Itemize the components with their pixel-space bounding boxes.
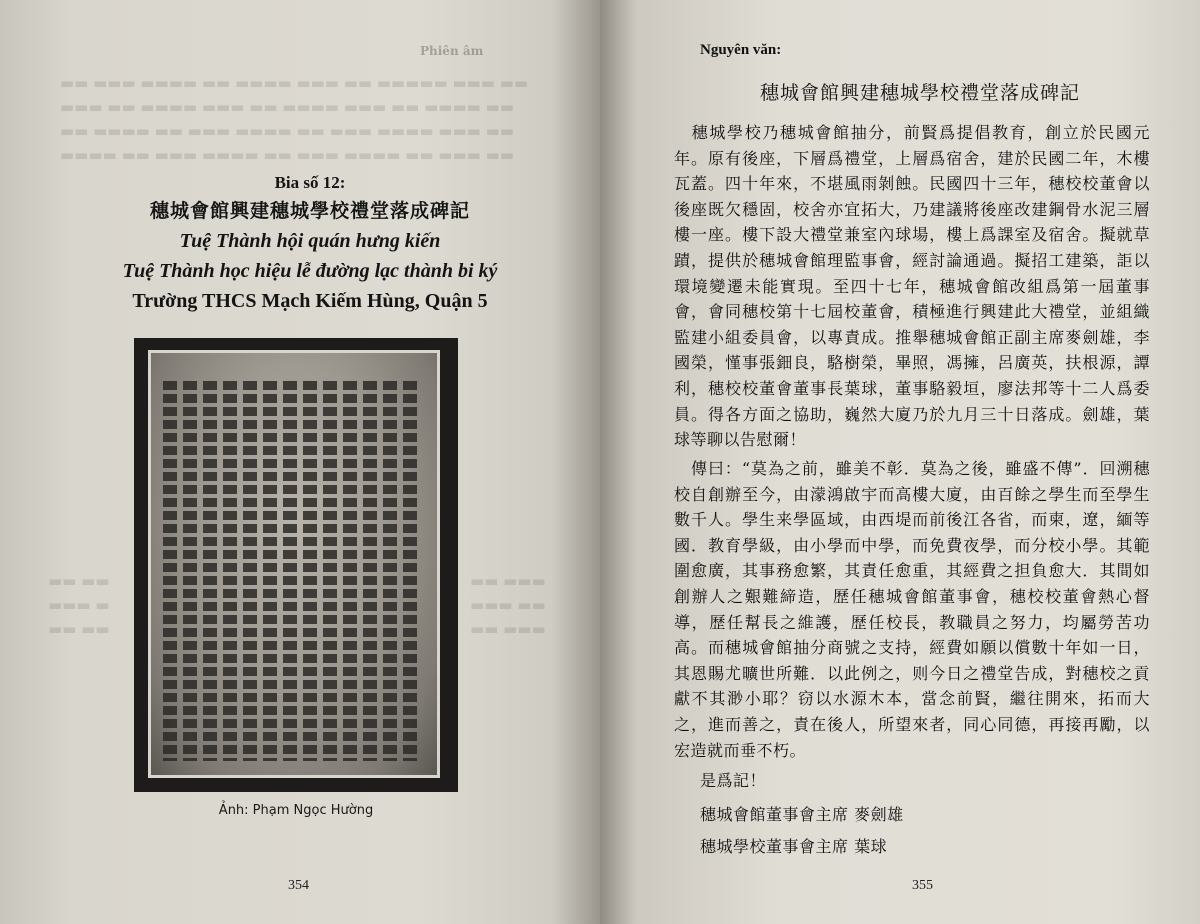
running-header: Phiên âm [420, 44, 484, 58]
paragraph-1: 穗城學校乃穗城會館抽分，前賢爲提倡教育，創立於民國元年。原有後座，下層爲禮堂，上層爲宿舍，建於民國二年，木樓瓦蓋。四十年來，不堪風雨剝蝕。民國四十三年，穗校校董會以後座既欠穩固，校舍亦宜拓大，乃建議將後座改建鋼骨水泥三層樓一座。樓下設大禮堂兼室內球場，樓上爲課室及宿舍。擬就草蹟，提供於穗城會館理監事會，經討論通過。擬招工建築，詎以環境變遷未能實現。至四十七年，穗城會館改組爲第一屆董事會，會同穗校第十七屆校董會，積極進行興建此大禮堂，並組織監建小組委員會，以專責成。推舉穗城會館正副主席麥劍雄，李國榮，慬事張鈿良，駱樹榮，畢照，馮擁，呂廣英，扶根源，譚利，穗校校董會董事長葉球，董事駱毅垣，廖法邦等十二人爲委員。得各方面之協助，巍然大廈乃於九月三十日落成。劍雄，葉球等聊以告慰爾！ [674, 123, 1150, 450]
stele-heading [60, 170, 560, 316]
signature-1: 穗城會館董事會主席 麥劍雄 [700, 805, 904, 824]
left-page-number: 354 [288, 878, 309, 893]
paragraph-2: 傳曰：“莫為之前，雖美不彰．莫為之後，雖盛不傳”．回溯穗校自創辦至今，由濛鴻啟宇而高樓大廈，由百餘之學生而至學生數千人。學生来學區域，由西堤而前後江各省，而柬，遼，緬等國．教育學級，由小學而中學，而免費夜學，而分校小學。其範圍愈廣，其事務愈繁，其責任愈重，其經費之担負愈大．其間如創辦人之艱難締造，歷任穗城會館董事會，穗校校董會熱心督導，歷任幫長之維護，歷任校長，教職員之努力，均屬勞苦功高。而穗城會館抽分商號之支持，經費如願以償數十年如一日，其恩賜尤曠世所難．以此例之，则今日之禮堂告成，對穗校之貢獻不其渺小耶？窃以水源木本，當念前賢，繼往開來，拓而大之，進而善之，責在後人，所望來者，同心同德，再接再勵，以宏造就而垂不朽。 [674, 459, 1150, 760]
original-title: 穗城會館興建穗城學校禮堂落成碑記 [759, 82, 1080, 104]
photo-caption: Ảnh: Phạm Ngọc Hường [218, 803, 374, 818]
left-page: Phiên âm ▬▬ ▬▬▬ ▬▬▬▬ ▬▬ ▬▬▬▬ ▬▬▬ ▬▬ ▬▬▬▬▬ ▬▬▬ ▬▬ ▬▬▬ ▬▬ ▬▬▬▬ ▬▬▬ ▬▬ ▬▬▬▬ ▬▬▬ ▬▬ ▬▬▬▬ ▬▬ ▬▬ ▬▬▬▬ ▬▬ ▬▬▬ ▬▬▬▬ ▬▬ ▬▬▬ ▬▬▬▬ ▬▬▬ ▬▬ ▬▬▬▬ ▬▬ ▬▬▬ ▬▬▬▬ ▬▬ ▬▬▬ ▬▬▬▬ ▬▬ ▬▬▬ ▬▬ Bia số 12: 穗城會館興建穗城學校禮堂落成碑記 Tuệ Thành hội quán hưng kiến Tuệ Thành học hiệu lễ đường lạc thành bi ký Trường THCS Mạch Kiếm Hùng, Quận 5 ▬▬ ▬▬ ▬▬▬ ▬ ▬▬ ▬▬ ▬▬ ▬▬▬ ▬▬▬ ▬▬ ▬▬ ▬▬▬ Ảnh: Phạm Ngọc Hường 354 [0, 0, 600, 924]
stele-vn-title-line1: Tuệ Thành hội quán hưng kiến [179, 230, 441, 252]
original-text-label: Nguyên văn: [700, 42, 782, 58]
signature-2: 穗城學校董事會主席 葉球 [700, 837, 888, 856]
stele-stone-image [148, 350, 440, 778]
stele-location: Trường THCS Mạch Kiếm Hùng, Quận 5 [132, 290, 488, 312]
closing-phrase: 是爲記！ [700, 771, 767, 790]
stele-number: Bia số 12: [274, 173, 346, 192]
stele-vn-title-line2: Tuệ Thành học hiệu lễ đường lạc thành bi ký [122, 260, 498, 282]
stele-chinese-title: 穗城會館興建穗城學校禮堂落成碑記 [149, 200, 470, 222]
stele-photo [134, 338, 458, 792]
right-page-number: 355 [912, 878, 933, 893]
